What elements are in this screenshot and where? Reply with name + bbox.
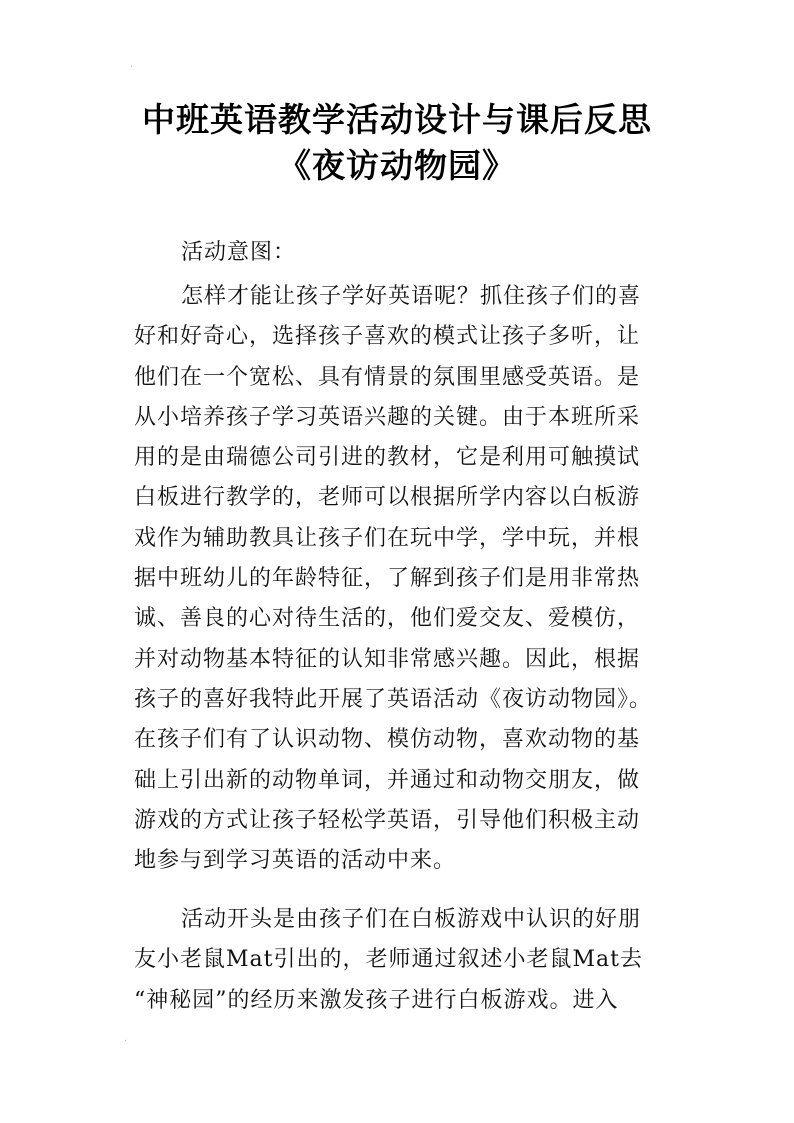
paragraph-line: 在孩子们有了认识动物、模仿动物，喜欢动物的基: [134, 727, 641, 753]
paragraph-line: 游戏的方式让孩子轻松学英语，引导他们积极主动: [134, 807, 641, 833]
paragraph-line: 他们在一个宽松、具有情景的氛围里感受英语。是: [134, 364, 641, 390]
document-title-line2: 《夜访动物园》: [278, 146, 516, 185]
section-heading: 活动意图：: [181, 240, 297, 265]
paragraph-line: “神秘园”的经历来激发孩子进行白板游戏。进入: [134, 987, 619, 1013]
paragraph-2: [134, 900, 664, 1021]
paragraph-line: 地参与到学习英语的活动中来。: [134, 848, 457, 874]
paragraph-line: 孩子的喜好我特此开展了英语活动《夜访动物园》。: [134, 686, 653, 712]
paragraph-line: 怎样才能让孩子学好英语呢？抓住孩子们的喜: [181, 284, 642, 309]
paragraph-line: 戏作为辅助教具让孩子们在玩中学，学中玩，并根: [134, 525, 641, 551]
paragraph-line: 好和好奇心，选择孩子喜欢的模式让孩子多听，让: [134, 324, 641, 350]
paragraph-line: 据中班幼儿的年龄特征，了解到孩子们是用非常热: [134, 566, 641, 592]
paragraph-line: 从小培养孩子学习英语兴趣的关键。由于本班所采: [134, 404, 641, 430]
paragraph-1: [134, 277, 664, 881]
paragraph-line: 白板进行教学的，老师可以根据所学内容以白板游: [134, 485, 641, 511]
paragraph-line: 活动开头是由孩子们在白板游戏中认识的好朋: [181, 907, 642, 932]
paragraph-line: 础上引出新的动物单词，并通过和动物交朋友，做: [134, 767, 641, 793]
corner-mark-bottom: ·: [124, 1036, 128, 1047]
paragraph-line: 友小老鼠Mat引出的，老师通过叙述小老鼠Mat去: [134, 947, 643, 973]
corner-mark-top: ·: [130, 62, 134, 73]
document-title-line1: 中班英语教学活动设计与课后反思: [142, 100, 652, 139]
paragraph-line: 用的是由瑞德公司引进的教材，它是利用可触摸试: [134, 445, 641, 471]
paragraph-line: 并对动物基本特征的认知非常感兴趣。因此，根据: [134, 646, 641, 672]
paragraph-line: 诚、善良的心对待生活的，他们爱交友、爱模仿，: [134, 606, 641, 632]
